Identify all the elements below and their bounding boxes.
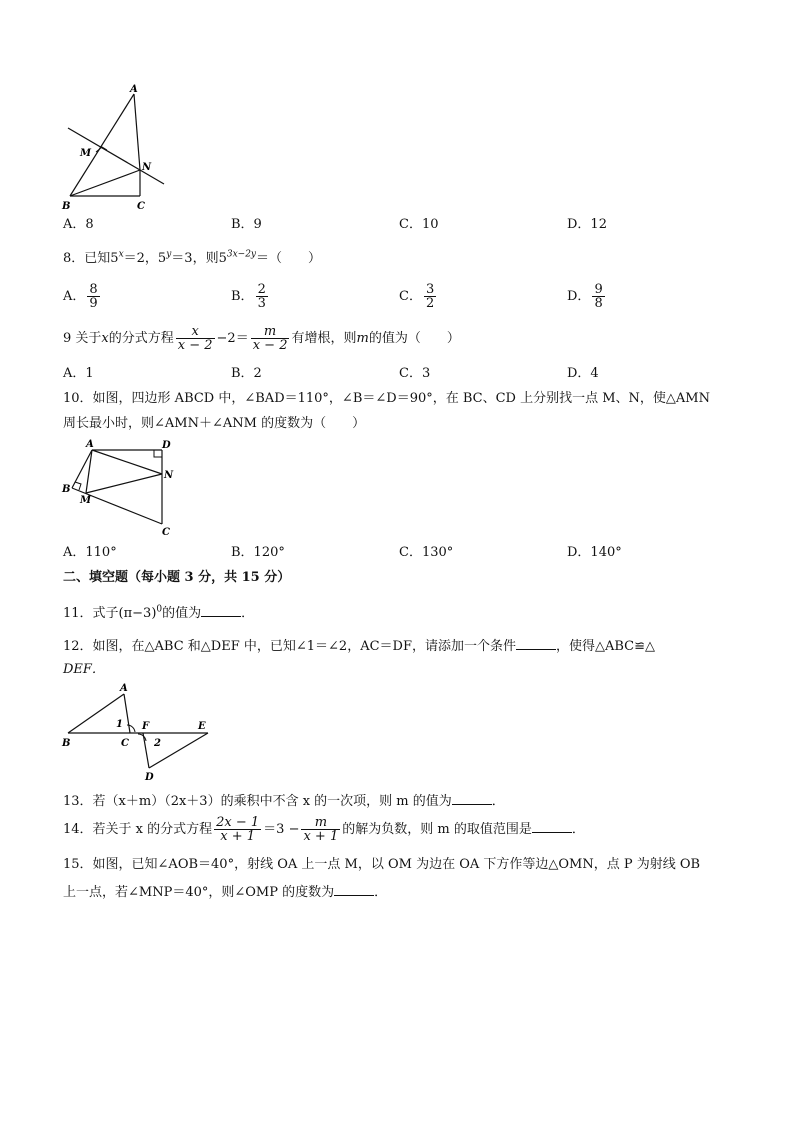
q13-text: 13．若（x＋m）（2x＋3）的乘积中不含 x 的一次项，则 m 的值为 — [63, 794, 452, 809]
q15-line2 — [63, 883, 387, 901]
q8-option-d — [567, 283, 607, 310]
q7-option-c: C．10 — [399, 217, 439, 232]
q10-label-A: A — [86, 439, 94, 450]
q15-line2-text: 上一点，若∠MNP＝40°，则∠OMP 的度数为 — [63, 885, 335, 900]
q15-end: ． — [374, 885, 388, 900]
q13-end: ． — [491, 794, 505, 809]
q8-option-c-num: 3 — [425, 282, 435, 297]
q8-eq1-rest: ＝2， — [123, 251, 158, 266]
q8-option-b-den: 3 — [257, 296, 266, 311]
q7-label-A: A — [130, 84, 138, 95]
q8-eq2-exp: y — [166, 249, 172, 260]
q8-eq3-exp: 3x−2y — [226, 249, 257, 260]
q9-frac1-den: x − 2 — [177, 338, 213, 353]
q9-suffix: 有增根，则 — [291, 331, 357, 346]
q13-stem — [63, 792, 505, 810]
q9-var: x — [101, 331, 109, 346]
q9-var2: m — [356, 331, 369, 346]
q12-label-E: E — [198, 721, 206, 732]
q7-label-N: N — [142, 162, 152, 173]
q8-option-d-den: 8 — [594, 296, 603, 311]
q9-stem — [63, 325, 460, 352]
q8-eq2-base: 5 — [157, 251, 167, 266]
q12-line1-text: 12．如图，在△ABC 和△DEF 中，已知∠1＝∠2，AC＝DF，请添加一个条件 — [63, 639, 516, 654]
q7-triangle-figure — [58, 84, 178, 214]
q14-frac2-den: x + 1 — [303, 829, 339, 844]
q12-label-A: A — [120, 683, 128, 694]
q8-option-a-letter: A． — [63, 289, 86, 304]
q14-prefix: 14．若关于 x 的分式方程 — [63, 822, 213, 837]
q8-option-b-letter: B． — [231, 289, 254, 304]
q14-answer-blank[interactable] — [532, 820, 572, 833]
q8-option-a — [63, 283, 102, 310]
q7-option-d: D．12 — [567, 217, 607, 232]
q8-option-a-num: 8 — [89, 282, 98, 297]
q9-option-c: C．3 — [399, 366, 431, 381]
q8-option-b — [231, 283, 270, 310]
q8-option-d-letter: D． — [567, 289, 591, 304]
q11-exp: 0 — [156, 604, 163, 615]
q12-line1 — [63, 637, 655, 655]
q7-option-b: B．9 — [231, 217, 262, 232]
q12-label-2: 2 — [154, 738, 161, 749]
q14-stem — [63, 816, 585, 843]
q9-frac2-den: x − 2 — [252, 338, 288, 353]
q7-option-a: A．8 — [63, 217, 94, 232]
q10-option-a: A．110° — [63, 545, 117, 560]
q10-option-c: C．130° — [399, 545, 454, 560]
q14-frac1-num: 2x − 1 — [216, 815, 260, 830]
q14-end: ． — [571, 822, 585, 837]
q9-frac2-num: m — [251, 325, 290, 339]
q10-label-D: D — [162, 440, 171, 451]
q9-option-d: D．4 — [567, 366, 599, 381]
q8-option-c — [399, 283, 438, 310]
q9-prefix: 9 关于 — [63, 331, 102, 346]
q7-label-M: M — [80, 148, 92, 159]
q11-prefix: 11．式子 — [63, 606, 119, 621]
q8-option-b-num: 2 — [257, 282, 266, 297]
q11-stem — [63, 604, 254, 622]
section-title: 二、填空题（每小题 3 分，共 15 分） — [63, 570, 291, 585]
q12-answer-blank[interactable] — [516, 637, 556, 650]
q10-quadrilateral-figure — [58, 436, 183, 538]
q10-label-B: B — [62, 484, 71, 495]
q8-option-c-den: 2 — [425, 296, 435, 311]
q12-label-B: B — [62, 738, 71, 749]
q8-option-d-num: 9 — [594, 282, 603, 297]
q8-eq3-rest: ＝（ ） — [256, 251, 322, 266]
q10-label-C: C — [162, 527, 170, 538]
q10-label-M: M — [80, 495, 92, 506]
q8-eq1-base: 5 — [110, 251, 119, 266]
q12-triangles-figure — [58, 680, 218, 786]
q12-line2: DEF． — [63, 662, 105, 677]
q8-eq2-rest: ＝3，则 — [171, 251, 219, 266]
q9-mid: 的分式方程 — [108, 331, 174, 346]
q10-option-b: B．120° — [231, 545, 285, 560]
q7-label-B: B — [62, 201, 71, 212]
q14-frac1-den: x + 1 — [220, 829, 256, 844]
q9-option-b: B．2 — [231, 366, 262, 381]
q12-line1-end: ，使得△ABC≌△ — [555, 639, 656, 654]
q14-mid: ＝3 − — [263, 822, 300, 837]
q9-suffix2: 的值为（ ） — [368, 331, 460, 346]
q10-option-d: D．140° — [567, 545, 622, 560]
q13-answer-blank[interactable] — [452, 792, 492, 805]
q9-minus: −2＝ — [216, 331, 249, 346]
q8-eq1-exp: x — [118, 249, 124, 260]
q14-frac2-num: m — [301, 816, 340, 830]
q11-answer-blank[interactable] — [201, 604, 241, 617]
q8-option-c-letter: C． — [399, 289, 422, 304]
q10-line1: 10．如图，四边形 ABCD 中，∠BAD＝110°，∠B＝∠D＝90°，在 BC、CD 上分别找一点 M、N，使△AMN — [63, 391, 710, 406]
q10-line2: 周长最小时，则∠AMN＋∠ANM 的度数为（ ） — [63, 416, 366, 431]
q8-option-a-den: 9 — [89, 296, 98, 311]
q9-option-a: A．1 — [63, 366, 94, 381]
q11-expr: (π−3) — [118, 606, 157, 621]
q12-label-1: 1 — [116, 719, 123, 730]
q15-answer-blank[interactable] — [334, 883, 374, 896]
q14-suffix: 的解为负数，则 m 的取值范围是 — [342, 822, 532, 837]
q12-label-F: F — [142, 721, 150, 732]
q15-line1: 15．如图，已知∠AOB＝40°，射线 OA 上一点 M，以 OM 为边在 OA 下方作等边△OMN，点 P 为射线 OB — [63, 857, 701, 872]
q8-stem — [63, 251, 321, 267]
q10-label-N: N — [164, 470, 174, 481]
q7-label-C: C — [137, 201, 145, 212]
q12-label-C: C — [121, 738, 129, 749]
q9-frac1-num: x — [176, 325, 215, 339]
q8-eq3-base: 5 — [218, 251, 227, 266]
q11-end: ． — [241, 606, 255, 621]
q11-suffix: 的值为 — [162, 606, 202, 621]
q8-prefix: 8．已知 — [63, 251, 111, 266]
q12-label-D: D — [145, 772, 154, 783]
